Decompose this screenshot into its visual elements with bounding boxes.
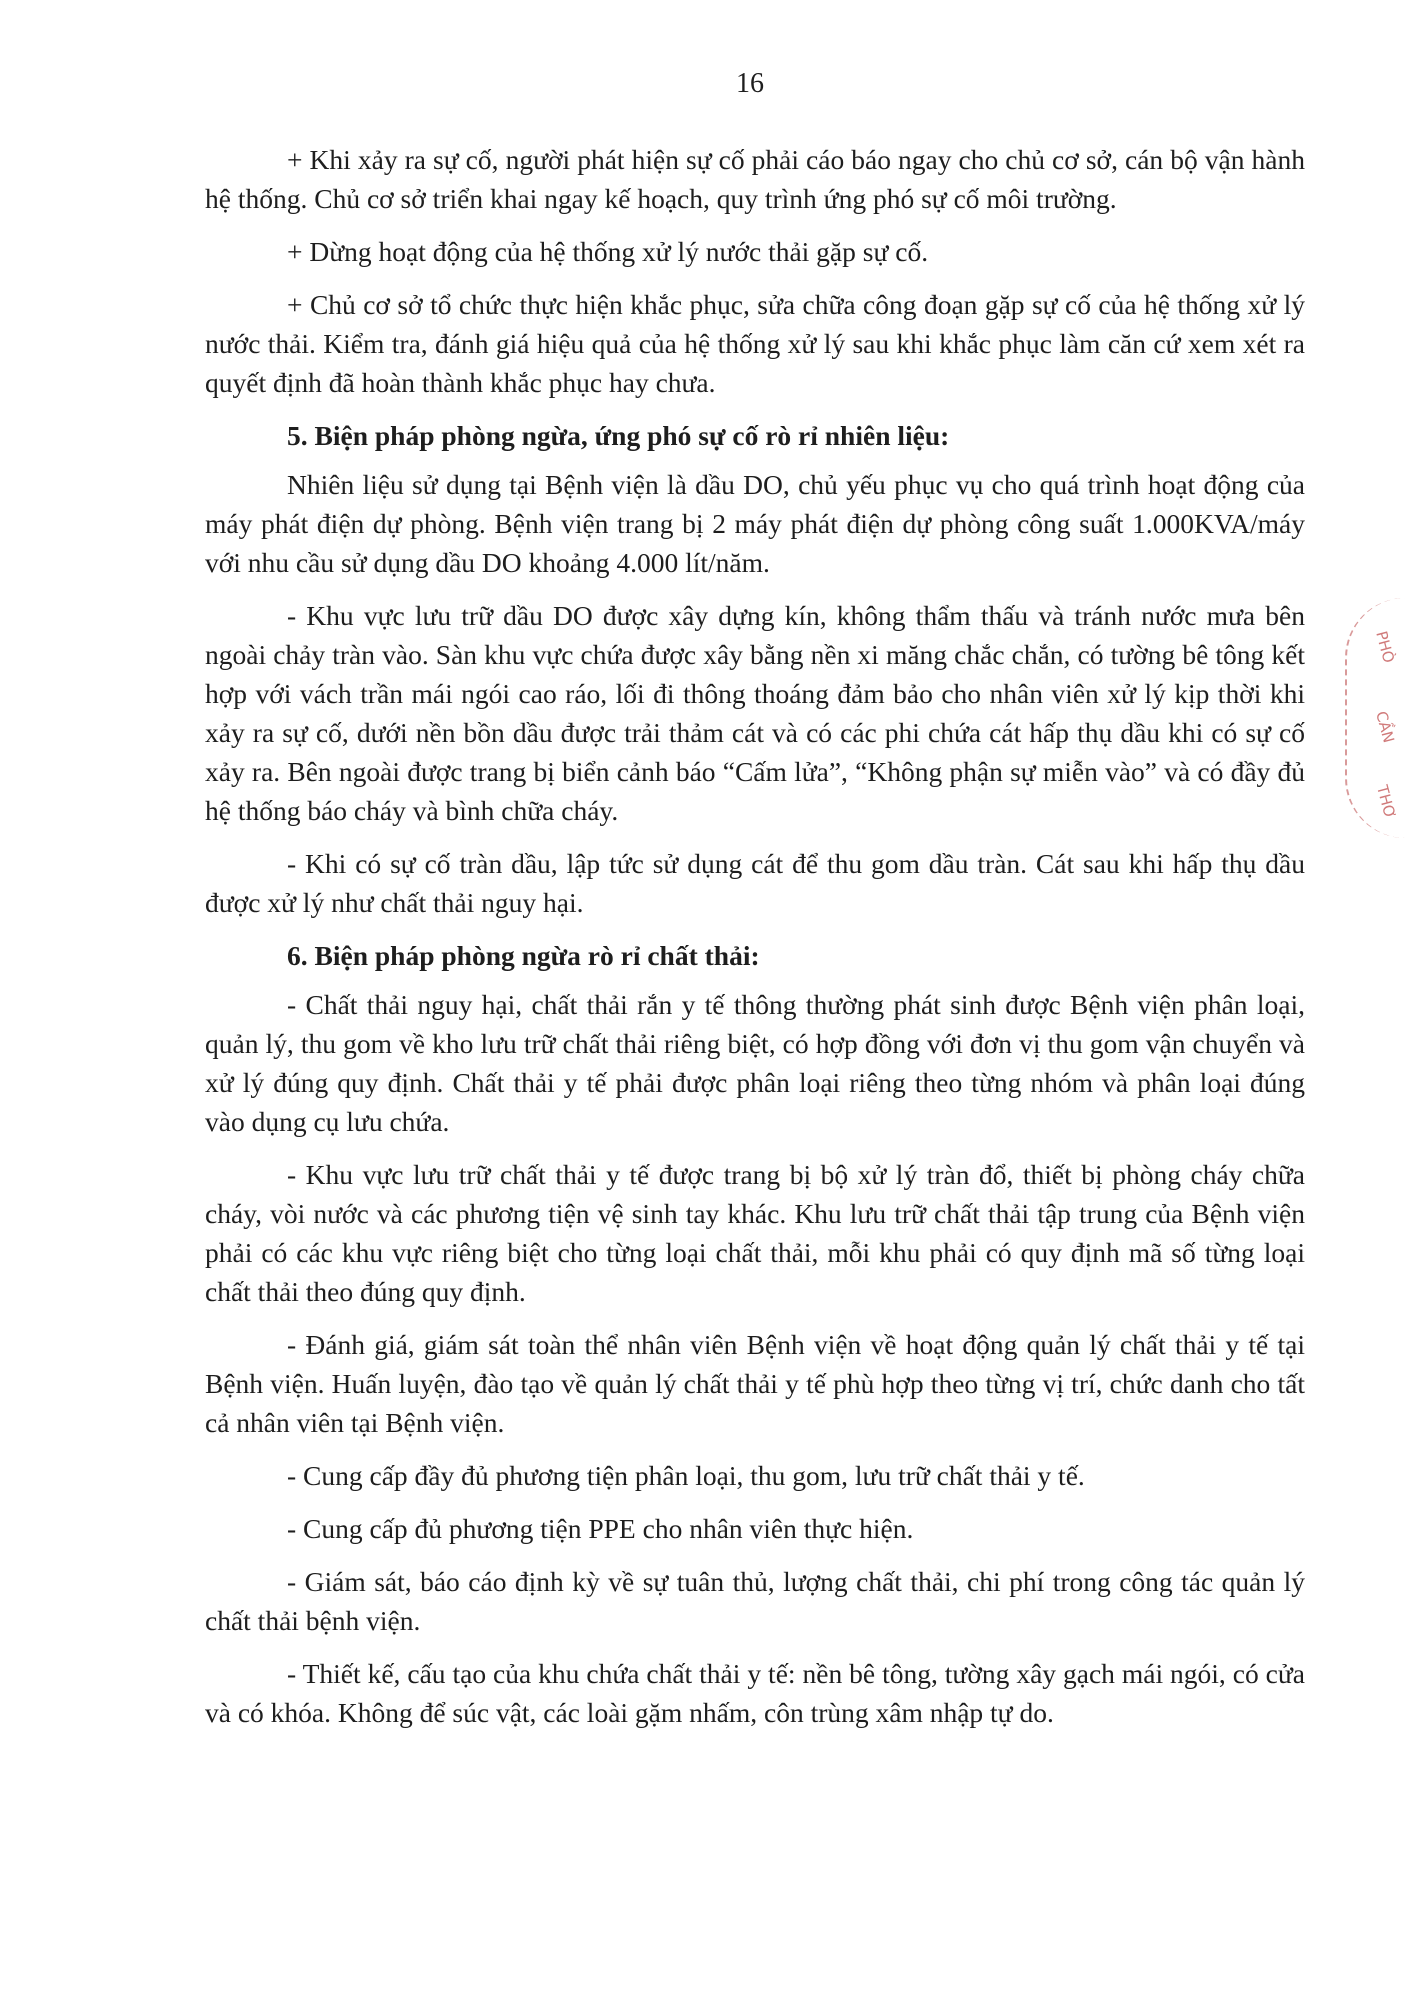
section-heading: 5. Biện pháp phòng ngừa, ứng phó sự cố rò rỉ nhiên liệu: bbox=[287, 420, 950, 451]
paragraph: - Khu vực lưu trữ chất thải y tế được trang bị bộ xử lý tràn đổ, thiết bị phòng cháy chữa cháy, vòi nước và các phương tiện vệ sinh tay khác. Khu lưu trữ chất thải tập trung của Bệnh viện phải có các khu vực riêng biệt cho từng loại chất thải, mỗi khu phải có quy định mã số từng loại chất thải theo đúng quy định. bbox=[205, 1159, 1305, 1307]
partial-seal-stamp: PHÒ CẦN THƠ bbox=[1345, 598, 1414, 838]
page-number: 16 bbox=[736, 68, 764, 99]
paragraph: Nhiên liệu sử dụng tại Bệnh viện là dầu DO, chủ yếu phục vụ cho quá trình hoạt động của máy phát điện dự phòng. Bệnh viện trang bị 2 máy phát điện dự phòng công suất 1.000KVA/máy với nhu cầu sử dụng dầu DO khoảng 4.000 lít/năm. bbox=[205, 469, 1305, 578]
paragraph: + Chủ cơ sở tổ chức thực hiện khắc phục, sửa chữa công đoạn gặp sự cố của hệ thống xử lý nước thải. Kiểm tra, đánh giá hiệu quả của hệ thống xử lý sau khi khắc phục làm căn cứ xem xét ra quyết định đã hoàn thành khắc phục hay chưa. bbox=[205, 289, 1305, 398]
paragraph: - Khi có sự cố tràn dầu, lập tức sử dụng cát để thu gom dầu tràn. Cát sau khi hấp thụ dầu được xử lý như chất thải nguy hại. bbox=[205, 848, 1305, 918]
paragraph: - Giám sát, báo cáo định kỳ về sự tuân thủ, lượng chất thải, chi phí trong công tác quản lý chất thải bệnh viện. bbox=[205, 1566, 1305, 1636]
paragraph: - Chất thải nguy hại, chất thải rắn y tế thông thường phát sinh được Bệnh viện phân loại, quản lý, thu gom về kho lưu trữ chất thải riêng biệt, có hợp đồng với đơn vị thu gom vận chuyển và xử lý đúng quy định. Chất thải y tế phải được phân loại riêng theo từng nhóm và phân loại đúng vào dụng cụ lưu chứa. bbox=[205, 989, 1305, 1137]
paragraph: + Dừng hoạt động của hệ thống xử lý nước thải gặp sự cố. bbox=[287, 236, 929, 267]
paragraph: - Đánh giá, giám sát toàn thể nhân viên Bệnh viện về hoạt động quản lý chất thải y tế tại Bệnh viện. Huấn luyện, đào tạo về quản lý chất thải y tế phù hợp theo từng vị trí, chức danh cho tất cả nhân viên tại Bệnh viện. bbox=[205, 1329, 1305, 1438]
document-body bbox=[205, 140, 1305, 1746]
paragraph: + Khi xảy ra sự cố, người phát hiện sự cố phải cáo báo ngay cho chủ cơ sở, cán bộ vận hành hệ thống. Chủ cơ sở triển khai ngay kế hoạch, quy trình ứng phó sự cố môi trường. bbox=[205, 144, 1305, 214]
paragraph: - Khu vực lưu trữ dầu DO được xây dựng kín, không thẩm thấu và tránh nước mưa bên ngoài chảy tràn vào. Sàn khu vực chứa được xây bằng nền xi măng chắc chắn, có tường bê tông kết hợp với vách trần mái ngói cao ráo, lối đi thông thoáng đảm bảo cho nhân viên xử lý kịp thời khi xảy ra sự cố, dưới nền bồn dầu được trải thảm cát và có các phi chứa cát hấp thụ dầu khi có sự cố xảy ra. Bên ngoài được trang bị biển cảnh báo “Cấm lửa”, “Không phận sự miễn vào” và có đầy đủ hệ thống báo cháy và bình chữa cháy. bbox=[205, 600, 1305, 826]
paragraph: - Cung cấp đầy đủ phương tiện phân loại, thu gom, lưu trữ chất thải y tế. bbox=[287, 1460, 1085, 1491]
section-heading: 6. Biện pháp phòng ngừa rò rỉ chất thải: bbox=[287, 940, 760, 971]
paragraph: - Thiết kế, cấu tạo của khu chứa chất thải y tế: nền bê tông, tường xây gạch mái ngói, có cửa và có khóa. Không để súc vật, các loài gặm nhấm, côn trùng xâm nhập tự do. bbox=[205, 1658, 1305, 1728]
paragraph: - Cung cấp đủ phương tiện PPE cho nhân viên thực hiện. bbox=[287, 1513, 914, 1544]
